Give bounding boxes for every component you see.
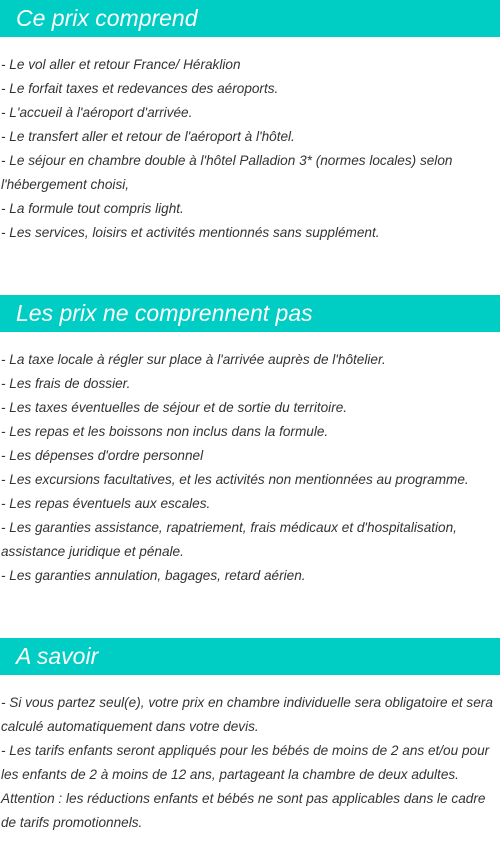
section-title-good-to-know: A savoir — [16, 643, 99, 669]
list-item: - Si vous partez seul(e), votre prix en chambre individuelle sera obligatoire et sera calculé automatiquement dans votre devis. — [1, 695, 493, 734]
list-item: - Les repas éventuels aux escales. — [1, 496, 211, 511]
list-item: - Le vol aller et retour France/ Héraklion — [1, 57, 241, 72]
included-list — [1, 53, 500, 245]
list-item: - Les repas et les boissons non inclus dans la formule. — [1, 424, 329, 439]
list-item: - Les dépenses d'ordre personnel — [1, 448, 204, 463]
list-item: - Le forfait taxes et redevances des aéroports. — [1, 81, 279, 96]
good-to-know-list — [1, 691, 500, 835]
list-item: - Les services, loisirs et activités mentionnés sans supplément. — [1, 225, 380, 240]
list-item: Attention : les réductions enfants et bébés ne sont pas applicables dans le cadre de tarifs promotionnels. — [1, 791, 486, 830]
list-item: - Les taxes éventuelles de séjour et de sortie du territoire. — [1, 400, 348, 415]
section-title-not-included: Les prix ne comprennent pas — [16, 300, 313, 326]
list-item: - La taxe locale à régler sur place à l'arrivée auprès de l'hôtelier. — [1, 352, 386, 367]
section-header-good-to-know — [0, 638, 500, 675]
list-item: - Le séjour en chambre double à l'hôtel Palladion 3* (normes locales) selon l'hébergement choisi, — [1, 153, 453, 192]
section-title-included: Ce prix comprend — [16, 5, 198, 31]
list-item: - Les tarifs enfants seront appliqués pour les bébés de moins de 2 ans et/ou pour les enfants de 2 à moins de 12 ans, partageant la chambre de deux adultes. — [1, 743, 490, 782]
list-item: - Le transfert aller et retour de l'aéroport à l'hôtel. — [1, 129, 295, 144]
section-header-included — [0, 0, 500, 37]
list-item: - Les garanties annulation, bagages, retard aérien. — [1, 568, 306, 583]
list-item: - Les garanties assistance, rapatriement, frais médicaux et d'hospitalisation, assistance juridique et pénale. — [1, 520, 457, 559]
section-header-not-included — [0, 295, 500, 332]
list-item: - La formule tout compris light. — [1, 201, 184, 216]
list-item: - L'accueil à l'aéroport d'arrivée. — [1, 105, 193, 120]
not-included-list — [1, 348, 500, 588]
list-item: - Les excursions facultatives, et les activités non mentionnées au programme. — [1, 472, 469, 487]
list-item: - Les frais de dossier. — [1, 376, 131, 391]
